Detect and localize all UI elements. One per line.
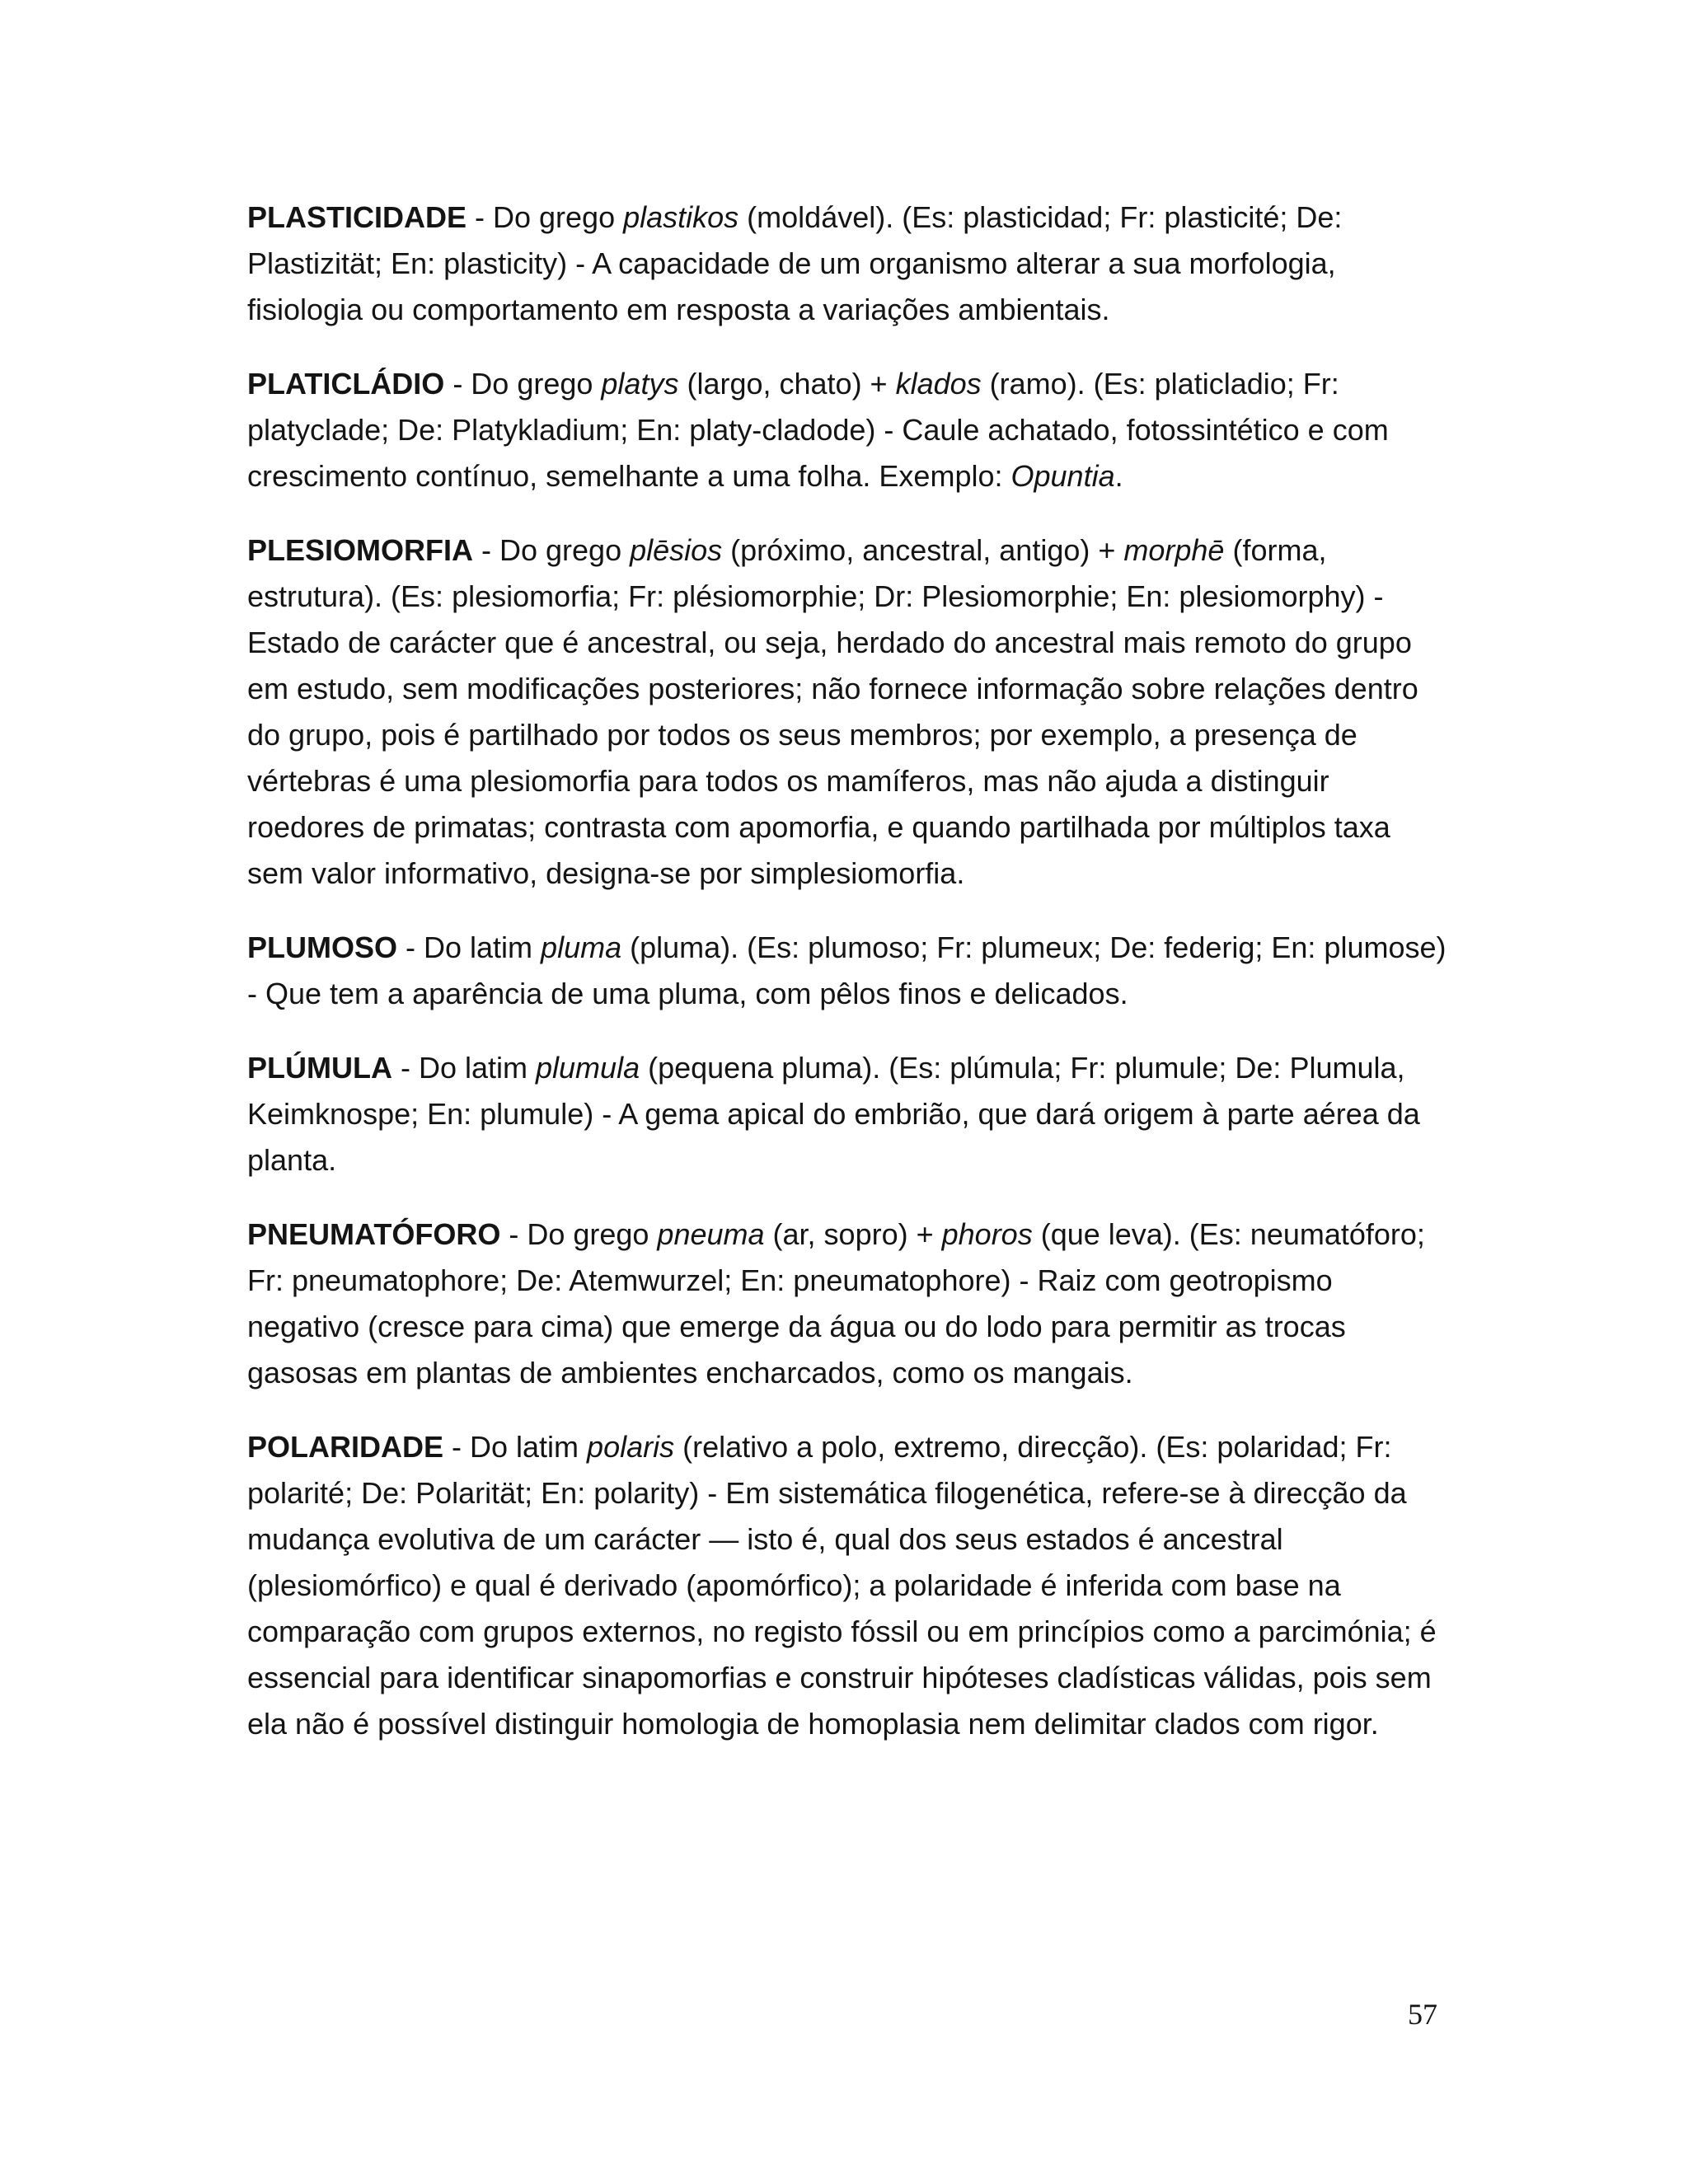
- entry-text: - Do grego: [473, 533, 631, 567]
- entry-text: - Do latim: [397, 930, 542, 964]
- glossary-entries: [247, 194, 1451, 1775]
- entry-text: (pluma). (Es: plumoso; Fr: plumeux; De: federig; En: plumose) - Que tem a aparência de uma pluma, com pêlos finos e delicados.: [247, 930, 1447, 1010]
- entry-term: POLARIDADE: [247, 1430, 444, 1464]
- entry-text: (que leva). (Es: neumatóforo; Fr: pneumatophore; De: Atemwurzel; En: pneumatophore) - Raiz com geotropismo negativo (cresce para cima) que emerge da água ou do lodo para permitir as trocas gasosas em plantas de ambientes encharcados, como os mangais.: [247, 1217, 1425, 1390]
- entry-italic-word: phoros: [941, 1217, 1033, 1251]
- glossary-entry: [247, 1045, 1451, 1183]
- entry-italic-word: plumula: [536, 1051, 640, 1085]
- entry-text: (ramo). (Es: platicladio; Fr: platyclade; De: Platykladium; En: platy-cladode) - Caule achatado, fotossintético e com crescimento contínuo, semelhante a uma folha. Exemplo:: [247, 367, 1389, 493]
- entry-italic-word: platys: [601, 367, 679, 401]
- entry-italic-word: morphē: [1123, 533, 1225, 567]
- entry-text: - Do grego: [467, 200, 624, 234]
- entry-text: - Do latim: [392, 1051, 537, 1085]
- entry-term: PNEUMATÓFORO: [247, 1217, 501, 1251]
- entry-term: PLESIOMORFIA: [247, 533, 474, 567]
- entry-text: - Do grego: [500, 1217, 658, 1251]
- glossary-entry: [247, 1212, 1451, 1396]
- entry-italic-word: pneuma: [657, 1217, 765, 1251]
- entry-italic-word: polaris: [587, 1430, 675, 1464]
- entry-italic-word: klados: [895, 367, 982, 401]
- glossary-entry: [247, 925, 1451, 1017]
- entry-text: (moldável). (Es: plasticidad; Fr: plasticité; De: Plastizität; En: plasticity) - A capacidade de um organismo alterar a sua morfologia, fisiologia ou comportamento em resposta a variações ambientais.: [247, 200, 1343, 326]
- entry-italic-word: plēsios: [630, 533, 723, 567]
- entry-text: .: [1114, 459, 1123, 493]
- entry-term: PLÚMULA: [247, 1051, 392, 1085]
- entry-term: PLUMOSO: [247, 930, 398, 964]
- entry-text: (ar, sopro) +: [764, 1217, 942, 1251]
- glossary-entry: [247, 361, 1451, 499]
- entry-text: (pequena pluma). (Es: plúmula; Fr: plumule; De: Plumula, Keimknospe; En: plumule) - A gema apical do embrião, que dará origem à parte aérea da planta.: [247, 1051, 1420, 1177]
- glossary-entry: [247, 1424, 1451, 1747]
- entry-italic-word: pluma: [541, 930, 622, 964]
- entry-text: - Do latim: [443, 1430, 588, 1464]
- entry-italic-word: Opuntia: [1010, 459, 1115, 493]
- entry-text: (próximo, ancestral, antigo) +: [722, 533, 1124, 567]
- entry-term: PLATICLÁDIO: [247, 367, 445, 401]
- glossary-entry: [247, 527, 1451, 897]
- entry-italic-word: plastikos: [623, 200, 739, 234]
- glossary-entry: [247, 194, 1451, 333]
- entry-text: (forma, estrutura). (Es: plesiomorfia; Fr: plésiomorphie; Dr: Plesiomorphie; En: plesiomorphy) - Estado de carácter que é ancestral, ou seja, herdado do ancestral mais remoto do grupo em estudo, sem modificações posteriores; não fornece informação sobre relações dentro do grupo, pois é partilhado por todos os seus membros; por exemplo, a presença de vértebras é uma plesiomorfia para todos os mamíferos, mas não ajuda a distinguir roedores de primatas; contrasta com apomorfia, e quando partilhada por múltiplos taxa sem valor informativo, designa-se por simplesiomorfia.: [247, 533, 1418, 890]
- entry-term: PLASTICIDADE: [247, 200, 467, 234]
- entry-text: - Do grego: [444, 367, 602, 401]
- entry-text: (largo, chato) +: [678, 367, 896, 401]
- page-number: 57: [1408, 1998, 1437, 2031]
- entry-text: (relativo a polo, extremo, direcção). (Es: polaridad; Fr: polarité; De: Polarität; En: polarity) - Em sistemática filogenética, refere-se à direcção da mudança evolutiva de um carácter — isto é, qual dos seus estados é ancestral (plesiomórfico) e qual é derivado (apomórfico); a polaridade é inferida com base na comparação com grupos externos, no registo fóssil ou em princípios como a parcimónia; é essencial para identificar sinapomorfias e construir hipóteses cladísticas válidas, pois sem ela não é possível distinguir homologia de homoplasia nem delimitar clados com rigor.: [247, 1430, 1437, 1741]
